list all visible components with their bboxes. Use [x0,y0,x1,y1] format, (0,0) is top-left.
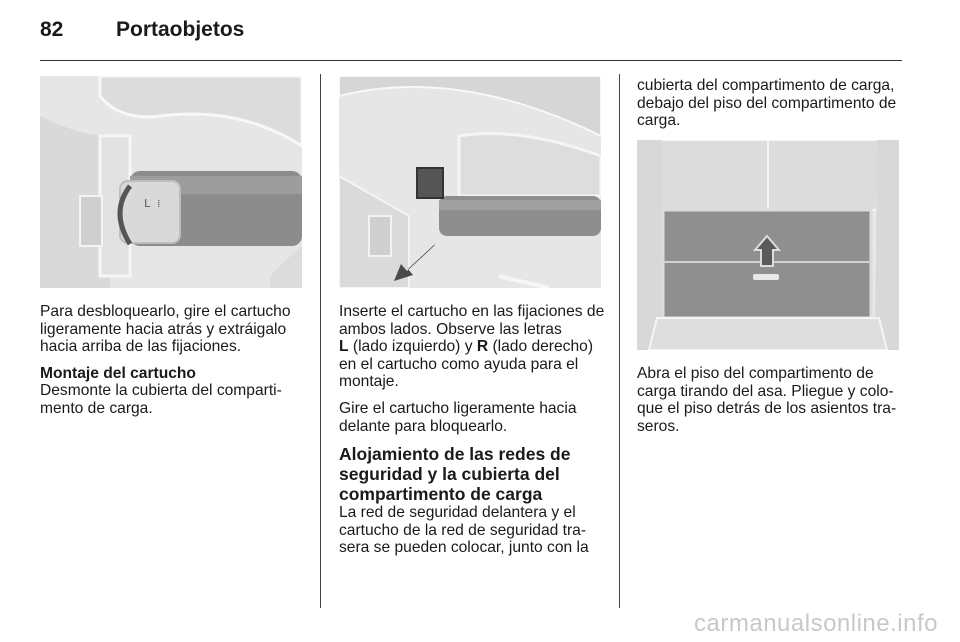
header-rule [40,60,902,61]
paragraph-open-floor: Abra el piso del compartimento de carga tirando del asa. Pliegue y colo-que el piso detrás de los asientos tra-seros. [637,365,897,435]
letter-l: L [339,338,349,356]
figure-cartridge-removal [40,76,302,288]
column-divider-2 [619,74,620,608]
letter-r: R [476,338,489,356]
figure-cartridge-removal-drawing [40,76,302,288]
paragraph-lock: Gire el cartucho ligeramente hacia delante para bloquearlo. [339,399,577,435]
column-3-top [637,77,905,139]
page-header [40,18,920,48]
column-divider-1 [320,74,321,608]
cartridge-label: L ⁞ [144,197,161,210]
column-1 [40,303,310,427]
insert-text-b: (lado izquierdo) y [352,338,473,356]
paragraph-remove-cover: Desmonte la cubierta del comparti-mento de carga. [40,382,282,417]
page-title: Portaobjetos [116,18,245,41]
figure-cartridge-insertion-drawing [339,76,601,288]
insert-text-a: Inserte el cartucho en las fijaciones de ambos lados. Observe las letras [339,303,605,338]
column-2 [339,303,611,566]
insert-text-c: (lado derecho) en el cartucho como ayuda para el montaje. [339,338,594,391]
paragraph-continued: cubierta del compartimento de carga, debajo del piso del compartimento de carga. [637,77,897,130]
paragraph-storage: La red de seguridad delantera y el cartucho de la red de seguridad tra-sera se pueden colocar, junto con la [339,504,589,557]
paragraph-insert-cartridge [339,303,611,391]
column-3-bottom [637,365,905,444]
figure-cargo-floor-drawing [637,140,899,350]
paragraph-unlock: Para desbloquearlo, gire el cartucho ligeramente hacia atrás y extráigalo hacia arriba de las fijaciones. [40,303,291,356]
subheading-mounting: Montaje del cartucho [40,364,196,382]
figure-cartridge-insertion [339,76,601,288]
page-number: 82 [40,18,64,41]
figure-cargo-floor [637,140,899,350]
section-heading-storage: Alojamiento de las redes de seguridad y la cubierta del compartimento de carga [339,444,571,505]
footer-watermark: carmanualsonline.info [694,610,938,637]
